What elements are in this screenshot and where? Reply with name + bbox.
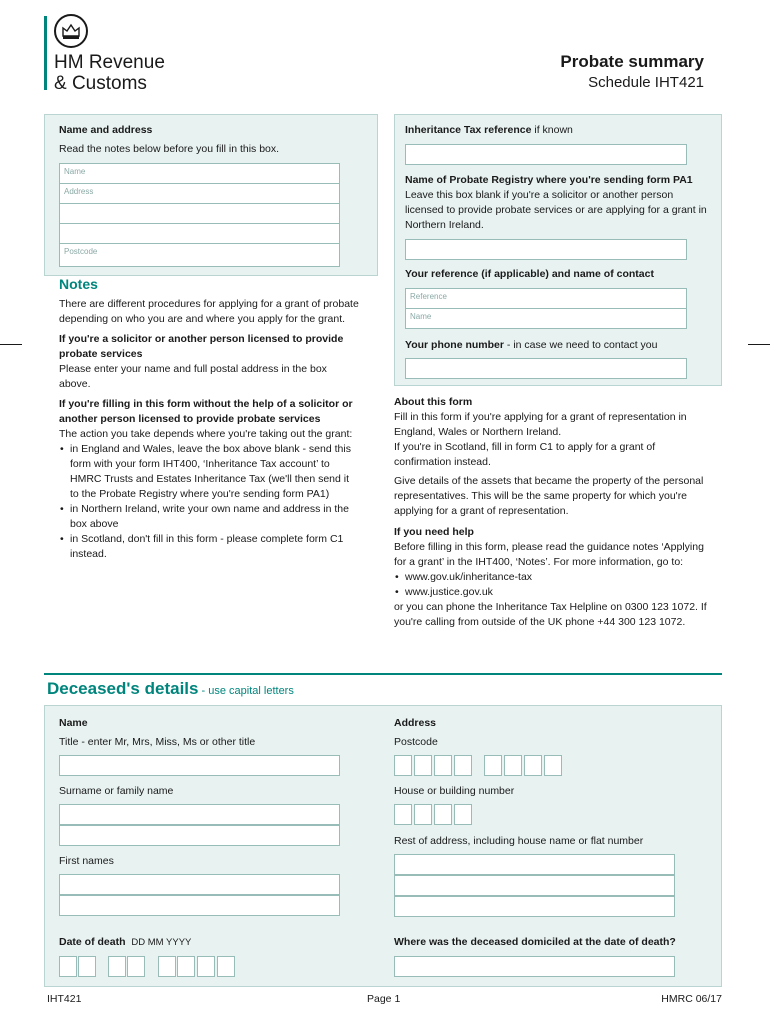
postcode-char-7[interactable] — [524, 755, 542, 776]
notes-solicitor-text: Please enter your name and full postal address in the box above. — [59, 363, 327, 390]
postcode-char-3[interactable] — [434, 755, 452, 776]
about-paragraph-2: If you're in Scotland, fill in form C1 to apply for a grant of confirmation instead. — [394, 441, 656, 468]
iht-reference-input[interactable] — [405, 144, 687, 165]
fold-mark-left — [0, 344, 22, 345]
deceased-address-heading: Address — [394, 717, 437, 729]
notes-self-heading: If you're filling in this form without the help of a solicitor or another person licensed to provide probate services — [59, 398, 353, 425]
agent-postcode-field[interactable]: Postcode — [64, 247, 98, 256]
about-paragraph-1: Fill in this form if you're applying for a grant of representation in England, Wales or Northern Ireland. — [394, 411, 687, 438]
house-number-char-3[interactable] — [434, 804, 452, 825]
surname-label: Surname or family name — [59, 785, 174, 797]
deceased-heading-text: Deceased's details — [47, 679, 199, 698]
page-title: Probate summary — [560, 52, 704, 71]
deceased-name-heading: Name — [59, 717, 88, 729]
page-subtitle: Schedule IHT421 — [588, 74, 704, 91]
org-name-line2: & Customs — [54, 73, 147, 94]
help-text: Before filling in this form, please read the guidance notes ‘Applying for a grant’ in the IHT400, ‘Notes’. For more information, go to: — [394, 541, 704, 568]
dod-month-digit-2[interactable] — [127, 956, 145, 977]
your-reference-label: Your reference (if applicable) and name of contact — [405, 268, 654, 280]
list-item: • in Scotland, don't fill in this form - please complete form C1 instead. — [59, 532, 359, 562]
house-number-char-2[interactable] — [414, 804, 432, 825]
notes-heading: Notes — [59, 276, 98, 292]
your-reference-input[interactable]: Reference — [406, 289, 686, 309]
phone-label — [405, 338, 658, 353]
about-paragraph-3: Give details of the assets that became the property of the personal representatives. This will be the same property for which you're applying for a grant of representation. — [394, 475, 704, 517]
notes-solicitor-heading: If you're a solicitor or another person licensed to provide probate services — [59, 333, 344, 360]
phone-input[interactable] — [405, 358, 687, 379]
iht-reference-label-text: Inheritance Tax reference — [405, 124, 532, 136]
rest-of-address-input-1[interactable] — [394, 854, 675, 875]
org-name-line1: HM Revenue — [54, 52, 165, 73]
notes-body — [59, 297, 359, 562]
iht-reference-label — [405, 123, 573, 138]
iht-reference-label-suffix: if known — [531, 124, 573, 136]
logo-bar — [44, 16, 47, 90]
agent-name-field[interactable]: Name — [60, 164, 339, 184]
surname-input-1[interactable] — [59, 804, 340, 825]
about-heading: About this form — [394, 396, 473, 408]
phone-label-suffix: - in case we need to contact you — [503, 339, 658, 351]
dod-year-digit-2[interactable] — [177, 956, 195, 977]
dod-year-digit-3[interactable] — [197, 956, 215, 977]
title-label: Title - enter Mr, Mrs, Miss, Ms or other title — [59, 736, 256, 748]
first-names-input-1[interactable] — [59, 874, 340, 895]
list-item: • in England and Wales, leave the box above blank - send this form with your form IHT400, ‘Inheritance Tax account’ to HMRC Trusts and Estates Inheritance Tax (we'll then send it to the Probate Registry where you're sending form PA1) — [59, 442, 359, 502]
page-number: Page 1 — [367, 993, 401, 1005]
postcode-char-1[interactable] — [394, 755, 412, 776]
royal-crest-icon — [54, 14, 88, 48]
section-divider — [44, 673, 722, 675]
agent-address-field-2[interactable] — [60, 204, 339, 224]
house-number-char-1[interactable] — [394, 804, 412, 825]
your-reference-fieldset — [405, 288, 687, 329]
agent-address-field-3[interactable] — [60, 224, 339, 244]
probate-registry-note: Leave this box blank if you're a solicitor or another person licensed to provide probate services or are applying for a grant in Northern Ireland. — [405, 189, 707, 231]
domicile-input[interactable] — [394, 956, 675, 977]
dod-month-digit-1[interactable] — [108, 956, 126, 977]
dod-year-digit-4[interactable] — [217, 956, 235, 977]
contact-name-input[interactable]: Name — [410, 312, 432, 321]
deceased-heading-suffix: - use capital letters — [198, 685, 294, 697]
help-heading: If you need help — [394, 526, 474, 538]
form-code: IHT421 — [47, 993, 82, 1005]
notes-self-text: The action you take depends where you're taking out the grant: — [59, 428, 353, 440]
house-number-label: House or building number — [394, 785, 515, 797]
list-item: • in Northern Ireland, write your own name and address in the box above — [59, 502, 359, 532]
help-link[interactable]: • www.justice.gov.uk — [394, 585, 712, 600]
help-link-list — [394, 570, 712, 600]
dod-year-digit-1[interactable] — [158, 956, 176, 977]
postcode-label: Postcode — [394, 736, 438, 748]
date-of-death-format: DD MM YYYY — [131, 937, 192, 948]
dod-day-digit-2[interactable] — [78, 956, 96, 977]
agent-address-field-1[interactable]: Address — [60, 184, 339, 204]
help-link[interactable]: • www.gov.uk/inheritance-tax — [394, 570, 712, 585]
title-input[interactable] — [59, 755, 340, 776]
fold-mark-right — [748, 344, 770, 345]
probate-registry-label: Name of Probate Registry where you're sending form PA1 — [405, 174, 693, 186]
date-of-death-label — [59, 935, 191, 950]
notes-bullet-list — [59, 442, 359, 562]
form-version: HMRC 06/17 — [661, 993, 722, 1005]
name-address-instruction: Read the notes below before you fill in this box. — [59, 143, 280, 155]
postcode-char-4[interactable] — [454, 755, 472, 776]
helpline-text: or you can phone the Inheritance Tax Helpline on 0300 123 1072. If you're calling from outside of the UK phone +44 300 123 1072. — [394, 601, 707, 628]
postcode-char-8[interactable] — [544, 755, 562, 776]
surname-input-2[interactable] — [59, 825, 340, 846]
date-of-death-label-text: Date of death — [59, 936, 126, 948]
first-names-label: First names — [59, 855, 114, 867]
dod-day-digit-1[interactable] — [59, 956, 77, 977]
domicile-label: Where was the deceased domiciled at the date of death? — [394, 936, 676, 948]
rest-of-address-input-3[interactable] — [394, 896, 675, 917]
postcode-char-5[interactable] — [484, 755, 502, 776]
phone-label-text: Your phone number — [405, 339, 504, 351]
first-names-input-2[interactable] — [59, 895, 340, 916]
name-address-heading: Name and address — [59, 124, 153, 136]
rest-of-address-input-2[interactable] — [394, 875, 675, 896]
about-section — [394, 395, 712, 630]
postcode-char-6[interactable] — [504, 755, 522, 776]
name-address-fieldset — [59, 163, 340, 267]
probate-registry-input[interactable] — [405, 239, 687, 260]
deceased-section-heading — [47, 679, 294, 699]
house-number-char-4[interactable] — [454, 804, 472, 825]
rest-of-address-label: Rest of address, including house name or flat number — [394, 835, 644, 847]
postcode-char-2[interactable] — [414, 755, 432, 776]
notes-intro: There are different procedures for applying for a grant of probate depending on who you are and where you apply for the grant. — [59, 298, 359, 325]
